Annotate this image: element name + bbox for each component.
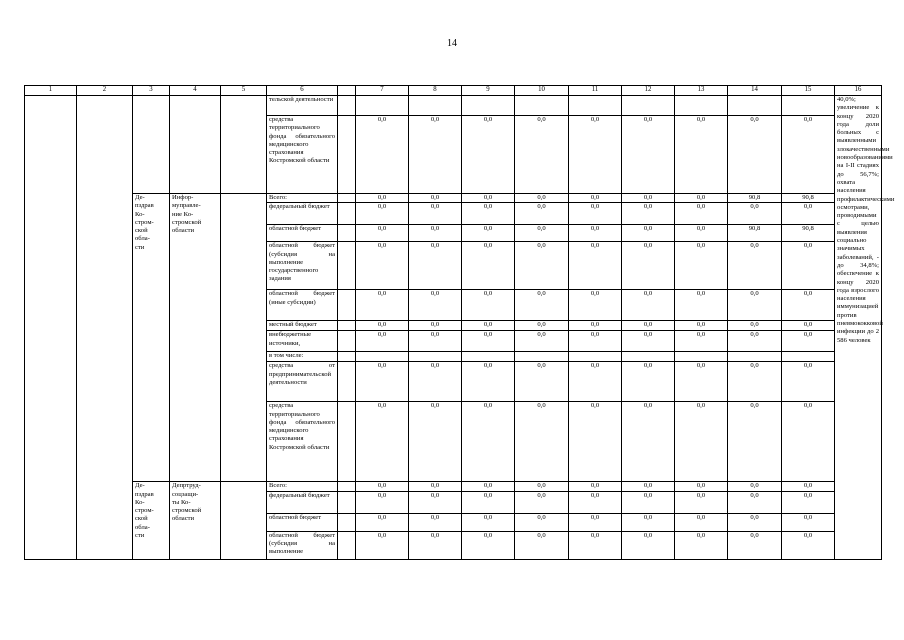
cell-spacer	[338, 491, 356, 513]
page-number: 14	[447, 38, 457, 49]
value-cell: 0,0	[675, 203, 728, 225]
cell-spacer	[338, 352, 356, 362]
value-cell: 0,0	[569, 242, 622, 290]
funding-source-label: тельской деятельности	[267, 96, 338, 116]
value-cell: 0,0	[569, 116, 622, 194]
value-cell: 0,0	[356, 491, 409, 513]
value-cell: 0,0	[569, 321, 622, 331]
value-cell: 0,0	[622, 194, 675, 203]
participant-cell: Инфор- муправле- ние Ко- стромской области	[170, 194, 221, 482]
value-cell: 90,8	[728, 194, 782, 203]
value-cell: 0,0	[675, 362, 728, 402]
value-cell	[356, 96, 409, 116]
value-cell: 0,0	[409, 194, 462, 203]
value-cell	[675, 352, 728, 362]
col-spacer	[338, 86, 356, 96]
value-cell: 0,0	[356, 290, 409, 321]
executor-cell: Де- пздрав Ко- стром- ской обла- сти	[133, 194, 170, 482]
expected-result-cell: 40,0%; увеличение к концу 2020 года доли больных с выявленными злокачественными новообразованиями на I-II стадиях до 56,7%; охвата населения профилактическими осмотрами, проводимыми с целью выявления социально значимых заболеваний, - до 34,8%; обеспечение к концу 2020 года взрослого населения иммунизацией против пневмококковой инфекции до 2 586 человек	[835, 96, 882, 560]
col-num-2: 2	[77, 86, 133, 96]
value-cell: 0,0	[569, 331, 622, 352]
value-cell: 0,0	[462, 491, 515, 513]
cell-col2-empty	[77, 96, 133, 560]
value-cell: 0,0	[409, 331, 462, 352]
value-cell: 0,0	[356, 321, 409, 331]
value-cell: 0,0	[515, 203, 569, 225]
column-number-row	[25, 86, 882, 96]
cell-spacer	[338, 203, 356, 225]
value-cell: 0,0	[409, 116, 462, 194]
participant-cell: Депртруд- соцзащи- ты Ко- стромской области	[170, 482, 221, 559]
col-num-14: 14	[728, 86, 782, 96]
value-cell: 0,0	[515, 290, 569, 321]
col-num-10: 10	[515, 86, 569, 96]
col-num-15: 15	[782, 86, 835, 96]
cell-col3-empty	[133, 96, 170, 194]
value-cell: 0,0	[462, 242, 515, 290]
col-num-4: 4	[170, 86, 221, 96]
value-cell: 0,0	[782, 203, 835, 225]
value-cell	[462, 96, 515, 116]
cell-spacer	[338, 116, 356, 194]
value-cell: 0,0	[462, 402, 515, 482]
value-cell: 0,0	[622, 491, 675, 513]
value-cell: 0,0	[675, 531, 728, 559]
col-num-16: 16	[835, 86, 882, 96]
cell-spacer	[338, 482, 356, 491]
value-cell: 0,0	[675, 513, 728, 531]
value-cell	[782, 352, 835, 362]
value-cell: 0,0	[569, 362, 622, 402]
value-cell	[409, 96, 462, 116]
value-cell: 0,0	[675, 331, 728, 352]
value-cell: 0,0	[356, 225, 409, 242]
value-cell: 0,0	[782, 290, 835, 321]
value-cell: 90,8	[728, 225, 782, 242]
value-cell: 0,0	[515, 362, 569, 402]
value-cell: 0,0	[675, 321, 728, 331]
value-cell: 0,0	[356, 513, 409, 531]
value-cell: 0,0	[462, 482, 515, 491]
value-cell: 0,0	[462, 290, 515, 321]
cell-spacer	[338, 321, 356, 331]
value-cell: 0,0	[515, 402, 569, 482]
value-cell: 0,0	[728, 531, 782, 559]
value-cell: 0,0	[356, 482, 409, 491]
value-cell: 0,0	[569, 402, 622, 482]
col-num-13: 13	[675, 86, 728, 96]
value-cell: 0,0	[409, 482, 462, 491]
cell-spacer	[338, 531, 356, 559]
value-cell: 0,0	[675, 225, 728, 242]
value-cell: 0,0	[622, 482, 675, 491]
funding-source-label: местный бюджет	[267, 321, 338, 331]
value-cell: 0,0	[515, 331, 569, 352]
funding-source-label: средства от предпринимательской деятельности	[267, 362, 338, 402]
value-cell: 0,0	[462, 225, 515, 242]
funding-source-label: областной бюджет	[267, 513, 338, 531]
value-cell: 0,0	[356, 531, 409, 559]
value-cell: 0,0	[675, 482, 728, 491]
value-cell	[622, 96, 675, 116]
value-cell: 0,0	[782, 242, 835, 290]
value-cell: 0,0	[356, 203, 409, 225]
funding-source-label: средства территориального фонда обязательного медицинского страхования Костромской области	[267, 116, 338, 194]
funding-source-label: областной бюджет (субсидия на выполнение государственного задания	[267, 242, 338, 290]
value-cell: 0,0	[782, 491, 835, 513]
cell-spacer	[338, 225, 356, 242]
funding-source-label: областной бюджет	[267, 225, 338, 242]
value-cell: 0,0	[622, 331, 675, 352]
cell-spacer	[338, 242, 356, 290]
value-cell: 0,0	[569, 513, 622, 531]
cell-spacer	[338, 194, 356, 203]
col-num-11: 11	[569, 86, 622, 96]
value-cell	[515, 96, 569, 116]
value-cell: 0,0	[462, 194, 515, 203]
value-cell: 0,0	[356, 242, 409, 290]
value-cell: 0,0	[356, 194, 409, 203]
value-cell: 0,0	[675, 402, 728, 482]
value-cell: 0,0	[782, 116, 835, 194]
value-cell: 0,0	[782, 402, 835, 482]
value-cell: 0,0	[728, 331, 782, 352]
cell-spacer	[338, 362, 356, 402]
value-cell: 0,0	[515, 225, 569, 242]
cell-spacer	[338, 513, 356, 531]
value-cell: 0,0	[728, 290, 782, 321]
value-cell: 0,0	[515, 242, 569, 290]
value-cell: 0,0	[462, 513, 515, 531]
value-cell: 0,0	[462, 331, 515, 352]
funding-source-label: в том числе:	[267, 352, 338, 362]
value-cell	[782, 96, 835, 116]
value-cell: 0,0	[622, 402, 675, 482]
value-cell: 0,0	[569, 491, 622, 513]
value-cell: 0,0	[782, 513, 835, 531]
value-cell: 0,0	[622, 290, 675, 321]
value-cell	[622, 352, 675, 362]
funding-source-label: Всего:	[267, 482, 338, 491]
value-cell: 0,0	[675, 491, 728, 513]
value-cell: 0,0	[622, 362, 675, 402]
value-cell: 0,0	[409, 513, 462, 531]
value-cell: 0,0	[515, 482, 569, 491]
program-table	[24, 85, 895, 560]
value-cell: 0,0	[622, 531, 675, 559]
value-cell: 0,0	[515, 194, 569, 203]
table-row	[25, 96, 882, 116]
value-cell: 0,0	[728, 321, 782, 331]
value-cell: 0,0	[675, 194, 728, 203]
value-cell: 0,0	[356, 402, 409, 482]
cell-col4-empty	[170, 96, 221, 194]
col-num-6: 6	[267, 86, 338, 96]
cell-col5-empty	[221, 482, 267, 559]
cell-col5-empty	[221, 96, 267, 194]
funding-source-label: средства территориального фонда обязательного медицинского страхования Костромской области	[267, 402, 338, 482]
value-cell: 0,0	[622, 321, 675, 331]
table-row	[25, 482, 882, 491]
value-cell: 0,0	[462, 531, 515, 559]
funding-source-label: внебюджетные источники,	[267, 331, 338, 352]
value-cell: 0,0	[728, 116, 782, 194]
value-cell: 0,0	[728, 362, 782, 402]
value-cell: 0,0	[409, 242, 462, 290]
value-cell: 0,0	[356, 331, 409, 352]
value-cell: 0,0	[515, 531, 569, 559]
value-cell: 0,0	[675, 116, 728, 194]
value-cell: 0,0	[409, 290, 462, 321]
value-cell: 0,0	[462, 321, 515, 331]
value-cell: 0,0	[728, 513, 782, 531]
cell-spacer	[338, 331, 356, 352]
value-cell: 0,0	[675, 242, 728, 290]
value-cell: 0,0	[356, 116, 409, 194]
value-cell: 0,0	[409, 225, 462, 242]
cell-col1-empty	[25, 96, 77, 560]
value-cell: 0,0	[622, 225, 675, 242]
value-cell: 0,0	[782, 362, 835, 402]
value-cell: 0,0	[356, 362, 409, 402]
value-cell: 0,0	[409, 362, 462, 402]
value-cell: 0,0	[622, 513, 675, 531]
value-cell	[409, 352, 462, 362]
table-row	[25, 194, 882, 203]
funding-source-label: Всего:	[267, 194, 338, 203]
value-cell: 0,0	[569, 482, 622, 491]
value-cell: 0,0	[728, 491, 782, 513]
value-cell: 0,0	[675, 290, 728, 321]
value-cell: 0,0	[515, 116, 569, 194]
value-cell: 0,0	[409, 491, 462, 513]
value-cell: 0,0	[569, 531, 622, 559]
value-cell: 0,0	[569, 194, 622, 203]
executor-cell: Де- пздрав Ко- стром- ской обла- сти	[133, 482, 170, 559]
value-cell: 90,8	[782, 225, 835, 242]
value-cell: 0,0	[728, 482, 782, 491]
value-cell: 0,0	[569, 203, 622, 225]
value-cell	[356, 352, 409, 362]
funding-source-label: федеральный бюджет	[267, 203, 338, 225]
col-num-9: 9	[462, 86, 515, 96]
col-num-5: 5	[221, 86, 267, 96]
value-cell: 0,0	[782, 331, 835, 352]
value-cell: 0,0	[515, 491, 569, 513]
value-cell: 0,0	[782, 321, 835, 331]
value-cell	[515, 352, 569, 362]
value-cell	[728, 352, 782, 362]
funding-source-label: федеральный бюджет	[267, 491, 338, 513]
cell-col5-empty	[221, 194, 267, 482]
col-num-12: 12	[622, 86, 675, 96]
cell-spacer	[338, 96, 356, 116]
value-cell: 0,0	[409, 531, 462, 559]
value-cell	[569, 96, 622, 116]
value-cell: 0,0	[728, 203, 782, 225]
value-cell	[728, 96, 782, 116]
value-cell: 0,0	[515, 321, 569, 331]
value-cell: 0,0	[782, 482, 835, 491]
cell-spacer	[338, 402, 356, 482]
value-cell: 0,0	[569, 225, 622, 242]
col-num-1: 1	[25, 86, 77, 96]
value-cell: 0,0	[728, 242, 782, 290]
value-cell: 0,0	[515, 513, 569, 531]
value-cell: 0,0	[409, 203, 462, 225]
value-cell: 0,0	[622, 242, 675, 290]
value-cell: 0,0	[728, 402, 782, 482]
cell-spacer	[338, 290, 356, 321]
value-cell: 0,0	[622, 116, 675, 194]
col-num-8: 8	[409, 86, 462, 96]
value-cell: 0,0	[409, 321, 462, 331]
value-cell	[462, 352, 515, 362]
value-cell	[675, 96, 728, 116]
value-cell: 0,0	[409, 402, 462, 482]
value-cell: 0,0	[462, 362, 515, 402]
value-cell: 0,0	[622, 203, 675, 225]
col-num-7: 7	[356, 86, 409, 96]
value-cell: 0,0	[462, 203, 515, 225]
funding-source-label: областной бюджет (субсидия на выполнение	[267, 531, 338, 559]
value-cell	[569, 352, 622, 362]
value-cell: 0,0	[569, 290, 622, 321]
funding-source-label: областной бюджет (иные субсидии)	[267, 290, 338, 321]
value-cell: 0,0	[782, 531, 835, 559]
value-cell: 90,8	[782, 194, 835, 203]
value-cell: 0,0	[462, 116, 515, 194]
col-num-3: 3	[133, 86, 170, 96]
